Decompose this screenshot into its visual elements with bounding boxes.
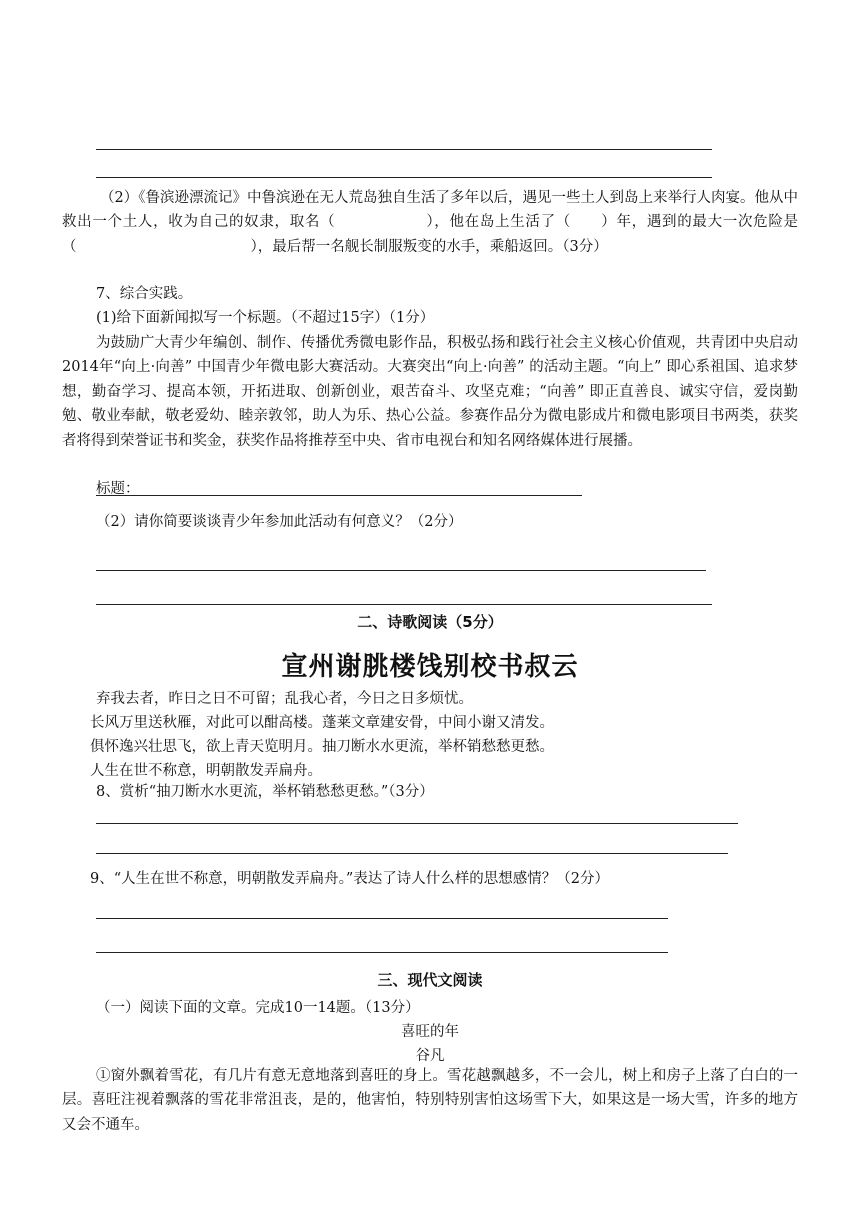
answer-line[interactable] (96, 149, 712, 150)
answer-line[interactable] (96, 823, 738, 824)
article-paragraph-1: ①窗外飘着雪花，有几片有意无意地落到喜旺的身上。雪花越飘越多，不一会儿，树上和房子上落了白白的一层。喜旺注视着飘落的雪花非常沮丧，是的，他害怕，特别特别害怕这场雪下大，如果这是一场大雪，许多的地方又会不通车。 (62, 1068, 798, 1133)
news-paragraph: 为鼓励广大青少年编创、制作、传播优秀微电影作品，积极弘扬和践行社会主义核心价值观，共青团中央启动2014年“向上·向善” 中国青少年微电影大赛活动。大赛突出“向上·向善” 的活动主题。“向上” 即心系祖国、追求梦想，勤奋学习、提高本领，开拓进取、创新创业，艰苦奋斗、攻坚克难；“向善” 即正直善良、诚实守信，爱岗勤勉、敬业奉献，敬老爱幼、睦亲敦邻，助人为乐、热心公益。参赛作品分为微电影成片和微电影项目书两类，获奖者将得到荣誉证书和奖金，获奖作品将推荐至中央、省市电视台和知名网络媒体进行展播。 (62, 335, 798, 449)
article-author: 谷凡 (415, 1048, 445, 1064)
answer-line[interactable] (96, 918, 668, 919)
question-7-sub2: （2）请你简要谈谈青少年参加此活动有何意义？（2分） (96, 514, 463, 530)
section-3-intro: （一）阅读下面的文章。完成10一14题。（13分） (96, 1000, 420, 1016)
answer-line[interactable] (96, 177, 712, 178)
answer-line[interactable] (96, 952, 668, 953)
poem-line: 弃我去者，昨日之日不可留；乱我心者，今日之日多烦忧。 (96, 691, 473, 707)
poem-line: 俱怀逸兴壮思飞，欲上青天览明月。抽刀断水水更流，举杯销愁愁更愁。 (90, 739, 554, 755)
title-answer-line[interactable] (96, 495, 582, 496)
answer-line[interactable] (96, 853, 728, 854)
question-7-heading: 7、综合实践。 (96, 286, 193, 302)
question-6-2: （2）《鲁滨逊漂流记》中鲁滨逊在无人荒岛独自生活了多年以后，遇见一些土人到岛上来举行人肉宴。他从中救出一个土人，收为自己的奴隶，取名（ ），他在岛上生活了（ ）年，遇到的最大一次危险是（ ），最后帮一名舰长制服叛变的水手，乘船返回。（3分） (62, 190, 798, 255)
question-8: 8、赏析“抽刀断水水更流，举杯销愁愁更愁。”（3分） (96, 784, 434, 800)
article-title: 喜旺的年 (401, 1024, 459, 1040)
title-label: 标题： (96, 481, 140, 497)
answer-line[interactable] (96, 604, 712, 605)
question-7-sub1: (1)给下面新闻拟写一个标题。（不超过15字）（1分） (96, 310, 435, 326)
poem-title: 宣州谢朓楼饯别校书叔云 (281, 652, 579, 682)
section-2-heading: 二、诗歌阅读（5分） (357, 613, 503, 631)
poem-line: 长风万里送秋雁，对此可以酣高楼。蓬莱文章建安骨，中间小谢又清发。 (90, 715, 554, 731)
section-3-heading: 三、现代文阅读 (377, 971, 483, 989)
poem-line: 人生在世不称意，明朝散发弄扁舟。 (90, 763, 322, 779)
question-9: 9、“人生在世不称意，明朝散发弄扁舟。”表达了诗人什么样的思想感情？（2分） (90, 871, 610, 887)
answer-line[interactable] (96, 570, 706, 571)
